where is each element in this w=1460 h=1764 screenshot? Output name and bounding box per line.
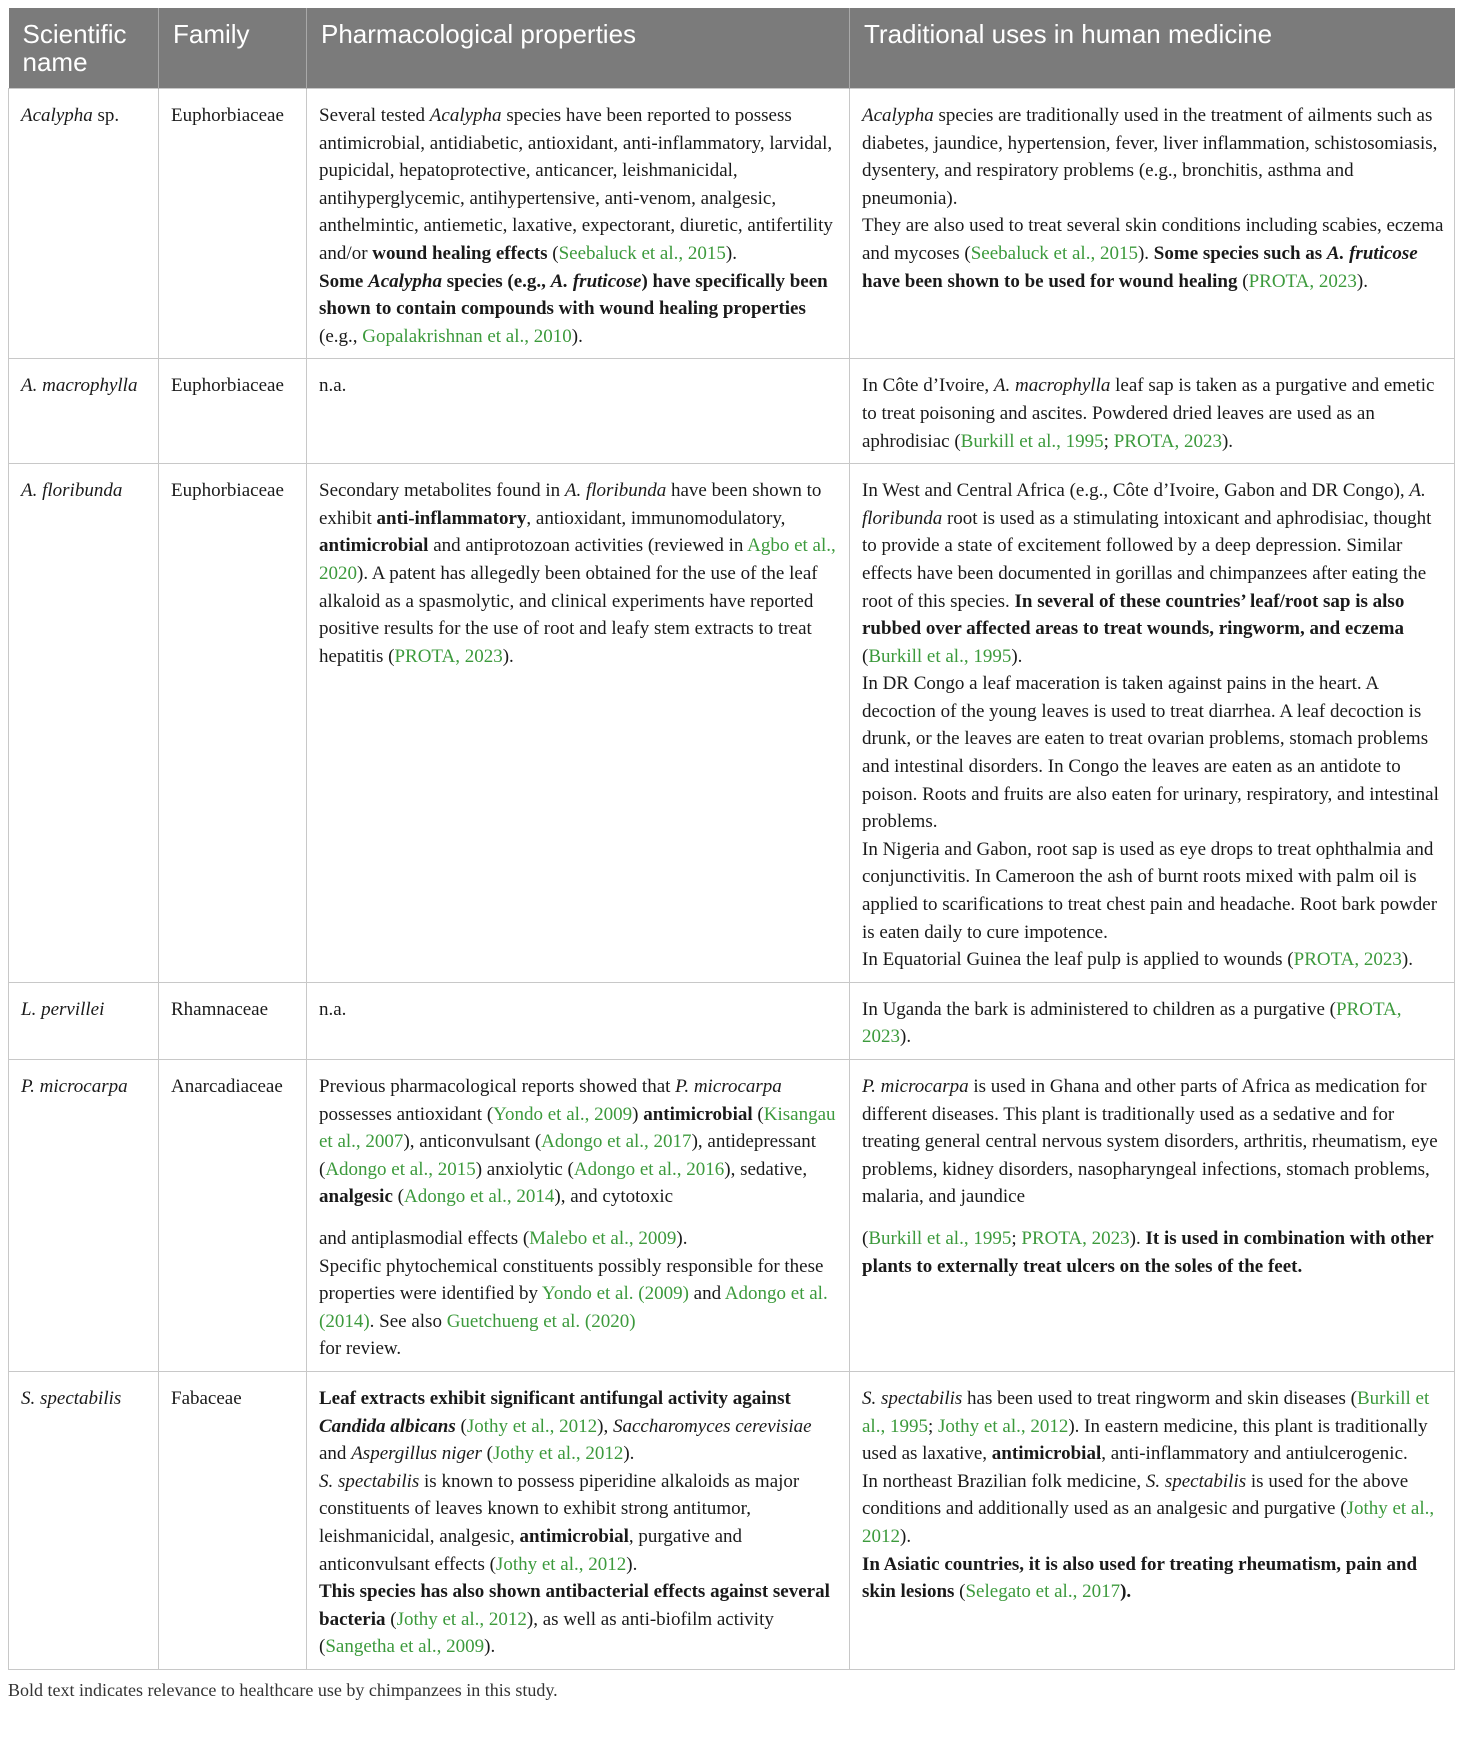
cell-family: Anarcadiaceae xyxy=(159,1060,307,1372)
text: ). xyxy=(1221,430,1234,452)
citation-link[interactable]: PROTA, 2023 xyxy=(1021,1227,1130,1249)
text-italic: Acalypha xyxy=(429,105,502,126)
text: ( xyxy=(1237,270,1249,292)
cell-pharmacological: n.a. xyxy=(307,359,850,464)
table-footnote: Bold text indicates relevance to healthcare use by chimpanzees in this study. xyxy=(8,1679,558,1700)
citation-link[interactable]: Adongo et al., 2017 xyxy=(541,1131,692,1153)
header-scientific-name: Scientific name xyxy=(9,8,159,89)
citation-link[interactable]: Yondo et al. (2009) xyxy=(542,1283,689,1305)
citation-link[interactable]: Adongo et al. (2014) xyxy=(319,1283,828,1332)
cell-family: Euphorbiaceae xyxy=(159,464,307,983)
text: ( xyxy=(862,645,869,667)
text-bold: In Asiatic countries, it is also used for treating rheumatism, pain and skin lesions xyxy=(862,1553,1418,1603)
text: leaf sap is taken as a purgative and emetic to treat poisoning and ascites. Powdered dried leaves are used as an aphrodisiac ( xyxy=(862,375,1435,452)
text: ( xyxy=(392,1186,404,1208)
text-bold: species (e.g., xyxy=(441,270,551,292)
text-italic: S. spectabilis xyxy=(1145,1470,1247,1492)
text: In Equatorial Guinea the leaf pulp is applied to wounds ( xyxy=(862,949,1294,971)
citation-link[interactable]: Guetchueng et al. (2020) xyxy=(446,1310,636,1332)
text: ). xyxy=(1401,949,1413,971)
table-row xyxy=(9,1060,1455,1372)
text: ). xyxy=(900,1026,912,1048)
text-italic: P. microcarpa xyxy=(675,1076,782,1097)
cell-pharmacological xyxy=(307,464,850,983)
text: ( xyxy=(752,1103,764,1125)
citation-link[interactable]: Kisangau et al., 2007 xyxy=(319,1103,836,1153)
text: , anti-inflammatory and antiulcerogenic. xyxy=(1101,1443,1408,1465)
citation-link[interactable]: Jothy et al., 2012 xyxy=(495,1553,627,1575)
cell-traditional-uses xyxy=(850,982,1455,1059)
text: ; xyxy=(1011,1227,1022,1249)
text: ), anticonvulsant ( xyxy=(403,1131,542,1153)
text-bold-italic: Candida albicans xyxy=(319,1415,456,1437)
text: ). xyxy=(1356,270,1368,292)
scientific-name: Acalypha xyxy=(21,105,93,126)
text: ), sedative, xyxy=(724,1158,808,1180)
table-row xyxy=(9,89,1455,359)
cell-family: Fabaceae xyxy=(159,1371,307,1669)
text: ), antidepressant ( xyxy=(319,1131,817,1180)
text: ( xyxy=(455,1415,467,1437)
text: Specific phytochemical constituents possibly responsible for these properties were identified by xyxy=(319,1255,824,1305)
table-container xyxy=(8,8,1454,1701)
text: root is used as a stimulating intoxicant and aphrodisiac, thought to provide a state of excitement followed by a deep depression. Similar effects have been documented in gorillas and chimpanzees after eating the root of this species. xyxy=(862,507,1432,612)
text-italic: A. floribunda xyxy=(862,480,1426,529)
cell-scientific-name: P. microcarpa xyxy=(9,1060,159,1372)
text-bold-italic: A. fruticose xyxy=(1326,242,1418,264)
text: Previous pharmacological reports showed that xyxy=(319,1076,676,1097)
cell-traditional-uses xyxy=(850,359,1455,464)
text-bold: Some xyxy=(319,270,369,292)
text-bold: antimicrobial xyxy=(643,1103,753,1125)
text-bold: antimicrobial xyxy=(519,1525,629,1547)
text: ; xyxy=(1103,430,1114,452)
cell-scientific-name: S. spectabilis xyxy=(9,1371,159,1669)
header-pharmacological-properties: Pharmacological properties xyxy=(307,8,850,89)
text: ). In eastern medicine, this plant is traditionally used as laxative, xyxy=(862,1415,1428,1465)
text: In West and Central Africa (e.g., Côte d’Ivoire, Gabon and DR Congo), xyxy=(862,480,1410,502)
cell-scientific-name xyxy=(9,89,159,359)
citation-link[interactable]: Jothy et al., 2012 xyxy=(862,1498,1435,1547)
text: ). xyxy=(725,242,737,264)
text-bold: wound healing effects xyxy=(372,242,548,264)
text: In northeast Brazilian folk medicine, xyxy=(862,1470,1146,1492)
text-bold: ) have specifically been shown to contain compounds with wound healing properties xyxy=(319,270,828,320)
text: and xyxy=(688,1283,725,1305)
text: have been shown to exhibit xyxy=(319,480,822,529)
text: ), as well as anti-biofilm activity ( xyxy=(319,1608,774,1658)
text-italic: Saccharomyces cerevisiae xyxy=(613,1415,812,1437)
text: ). xyxy=(900,1525,912,1547)
scientific-name-suffix: sp. xyxy=(92,105,120,126)
cell-traditional-uses xyxy=(850,1060,1455,1372)
text: ). A patent has allegedly been obtained for the use of the leaf alkaloid as a spasmolytic, and clinical experiments have reported positive results for the use of root and leafy stem extracts to treat hepatitis ( xyxy=(319,562,818,667)
cell-pharmacological xyxy=(307,1060,850,1372)
text: In DR Congo a leaf maceration is taken against pains in the heart. A decoction of the young leaves is used to treat diarrhea. A leaf decoction is drunk, or the leaves are eaten to treat ovarian problems, stomach problems and intestinal disorders. In Congo the leaves are eaten as an antidote to poison. Roots and fruits are also eaten for urinary, respiratory, and intestinal problems. xyxy=(862,673,1439,833)
text-bold: have been shown to be used for wound healing xyxy=(862,270,1238,292)
cell-traditional-uses xyxy=(850,1371,1455,1669)
text-bold: This species has also shown antibacterial effects against several bacteria xyxy=(319,1581,830,1630)
text: ). xyxy=(571,325,583,347)
citation-link[interactable]: Burkill et al., 1995 xyxy=(960,430,1104,452)
citation-link[interactable]: PROTA, 2023 xyxy=(1248,270,1357,292)
cell-pharmacological xyxy=(307,1371,850,1669)
citation-link[interactable]: Seebaluck et al., 2015 xyxy=(970,242,1138,264)
text-bold-italic: Acalypha xyxy=(368,270,442,292)
text-bold: In several of these countries’ leaf/root sap is also rubbed over affected areas to treat wounds, ringworm, and eczema xyxy=(862,590,1405,640)
citation-link[interactable]: Adongo et al., 2014 xyxy=(403,1186,555,1208)
cell-traditional-uses xyxy=(850,464,1455,983)
citation-link[interactable]: Jothy et al., 2012 xyxy=(492,1443,624,1465)
text-italic: Aspergillus niger xyxy=(351,1443,482,1465)
text: ), xyxy=(597,1415,613,1437)
table-row xyxy=(9,1371,1455,1669)
header-row xyxy=(9,8,1455,89)
table-row xyxy=(9,359,1455,464)
text: for review. xyxy=(319,1338,402,1360)
citation-link[interactable]: Jothy et al., 2012 xyxy=(938,1415,1069,1437)
text: ) xyxy=(632,1103,644,1125)
table-row xyxy=(9,464,1455,983)
text: possesses antioxidant ( xyxy=(319,1103,494,1125)
text: , purgative and anticonvulsant effects ( xyxy=(319,1525,743,1575)
cell-pharmacological: n.a. xyxy=(307,982,850,1059)
text: In Uganda the bark is administered to children as a purgative ( xyxy=(862,998,1336,1020)
citation-link[interactable]: Gopalakrishnan et al., 2010 xyxy=(362,325,572,347)
text: ; xyxy=(927,1415,938,1437)
text-bold: It is used in combination with other plants to externally treat ulcers on the soles of the feet. xyxy=(862,1227,1434,1277)
text: species have been reported to possess antimicrobial, antidiabetic, antioxidant, anti-inflammatory, larvidal, pupicidal, hepatoprotective, anticancer, leishmanicidal, antihyperglycemic, antihypertensive, anti-venom, analgesic, anthelmintic, antiemetic, laxative, expectorant, diuretic, antifertility and/or xyxy=(319,105,833,264)
spacer xyxy=(862,1211,1444,1225)
text: ), and cytotoxic xyxy=(554,1186,674,1208)
text: and antiplasmodial effects ( xyxy=(319,1227,530,1249)
text: ( xyxy=(385,1608,397,1630)
text: ). xyxy=(1011,645,1023,667)
text-italic: Acalypha xyxy=(862,105,934,126)
text: ). xyxy=(1129,1227,1146,1249)
citation-link[interactable]: Jothy et al., 2012 xyxy=(396,1608,527,1630)
text: is known to possess piperidine alkaloids as major constituents of leaves known to exhibit strong antitumor, leishmanicidal, analgesic, xyxy=(319,1470,800,1547)
citation-link[interactable]: PROTA, 2023 xyxy=(862,998,1402,1048)
citation-link[interactable]: Burkill et al., 1995 xyxy=(862,1387,1430,1437)
text-bold: Leaf extracts exhibit significant antifungal activity against xyxy=(319,1387,791,1409)
text: (e.g., xyxy=(319,325,363,347)
cell-scientific-name: A. macrophylla xyxy=(9,359,159,464)
text: and xyxy=(319,1443,352,1465)
plants-table xyxy=(8,8,1455,1670)
text: has been used to treat ringworm and skin diseases ( xyxy=(962,1387,1357,1409)
text-italic: P. microcarpa xyxy=(862,1076,969,1097)
text: ) anxiolytic ( xyxy=(475,1158,574,1180)
spacer xyxy=(319,1211,839,1225)
text-bold: anti-inflammatory xyxy=(376,507,527,529)
text: ( xyxy=(954,1581,966,1603)
text: ). xyxy=(484,1636,496,1658)
text-bold: antimicrobial xyxy=(319,535,429,557)
text: ). xyxy=(623,1443,635,1465)
citation-link[interactable]: Jothy et al., 2012 xyxy=(466,1415,598,1437)
citation-link[interactable]: Burkill et al., 1995 xyxy=(868,645,1012,667)
text: ). xyxy=(1137,242,1154,264)
text: In Côte d’Ivoire, xyxy=(862,375,994,397)
text: They are also used to treat several skin conditions including scabies, eczema and mycoses ( xyxy=(862,215,1444,264)
header-family: Family xyxy=(159,8,307,89)
citation-link[interactable]: Agbo et al., 2020 xyxy=(319,535,836,584)
cell-family: Rhamnaceae xyxy=(159,982,307,1059)
text: is used for the above conditions and additionally used as an analgesic and purgative ( xyxy=(862,1470,1409,1520)
text: ). xyxy=(626,1553,638,1575)
text-bold-italic: A. fruticose xyxy=(550,270,642,292)
text-italic: A. floribunda xyxy=(564,480,667,502)
citation-link[interactable]: Selegato et al., 2017 xyxy=(965,1581,1121,1603)
citation-link[interactable]: Adongo et al., 2015 xyxy=(325,1158,476,1180)
text-italic: S. spectabilis xyxy=(319,1470,420,1492)
cell-family: Euphorbiaceae xyxy=(159,89,307,359)
text: ( xyxy=(862,1227,869,1249)
text: Secondary metabolites found in xyxy=(319,480,565,502)
text-bold: ). xyxy=(1120,1581,1132,1603)
text: species are traditionally used in the treatment of ailments such as diabetes, jaundice, hypertension, fever, liver inflammation, schistosomiasis, dysentery, and respiratory problems (e.g., bronchitis, asthma and pneumonia). xyxy=(862,105,1438,209)
citation-link[interactable]: Burkill et al., 1995 xyxy=(868,1227,1012,1249)
citation-link[interactable]: Seebaluck et al., 2015 xyxy=(558,242,726,264)
text: ). xyxy=(502,645,514,667)
text: ( xyxy=(547,242,559,264)
text-italic: S. spectabilis xyxy=(862,1387,963,1409)
text: . See also xyxy=(369,1310,447,1332)
text: In Nigeria and Gabon, root sap is used as eye drops to treat ophthalmia and conjunctivitis. In Cameroon the ash of burnt roots mixed with palm oil is applied to scarifications to treat chest pain and headache. Root bark powder is eaten daily to cure impotence. xyxy=(862,838,1438,943)
text: ( xyxy=(481,1443,493,1465)
citation-link[interactable]: PROTA, 2023 xyxy=(1113,430,1222,452)
cell-traditional-uses xyxy=(850,89,1455,359)
text-bold: analgesic xyxy=(319,1186,393,1208)
text-italic: A. macrophylla xyxy=(993,375,1111,397)
table-row xyxy=(9,982,1455,1059)
citation-link[interactable]: PROTA, 2023 xyxy=(394,645,503,667)
text: , antioxidant, immunomodulatory, xyxy=(526,507,786,529)
text: is used in Ghana and other parts of Africa as medication for different diseases. This plant is traditionally used as a sedative and for treating general central nervous system disorders, arthritis, rheumatism, eye problems, kidney disorders, nasopharyngeal infections, stomach problems, malaria, and jaundice xyxy=(862,1076,1438,1208)
cell-scientific-name: A. floribunda xyxy=(9,464,159,983)
cell-pharmacological xyxy=(307,89,850,359)
citation-link[interactable]: PROTA, 2023 xyxy=(1293,949,1402,971)
text: Several tested xyxy=(319,105,430,126)
citation-link[interactable]: Adongo et al., 2016 xyxy=(573,1158,725,1180)
text: ). xyxy=(676,1227,688,1249)
text-bold: Some species such as xyxy=(1153,242,1327,264)
citation-link[interactable]: Sangetha et al., 2009 xyxy=(325,1636,485,1658)
citation-link[interactable]: Malebo et al., 2009 xyxy=(529,1227,677,1249)
cell-family: Euphorbiaceae xyxy=(159,359,307,464)
text: and antiprotozoan activities (reviewed in xyxy=(428,535,748,557)
text-bold: antimicrobial xyxy=(991,1443,1102,1465)
citation-link[interactable]: Yondo et al., 2009 xyxy=(493,1103,633,1125)
cell-scientific-name: L. pervillei xyxy=(9,982,159,1059)
header-traditional-uses: Traditional uses in human medicine xyxy=(850,8,1455,89)
